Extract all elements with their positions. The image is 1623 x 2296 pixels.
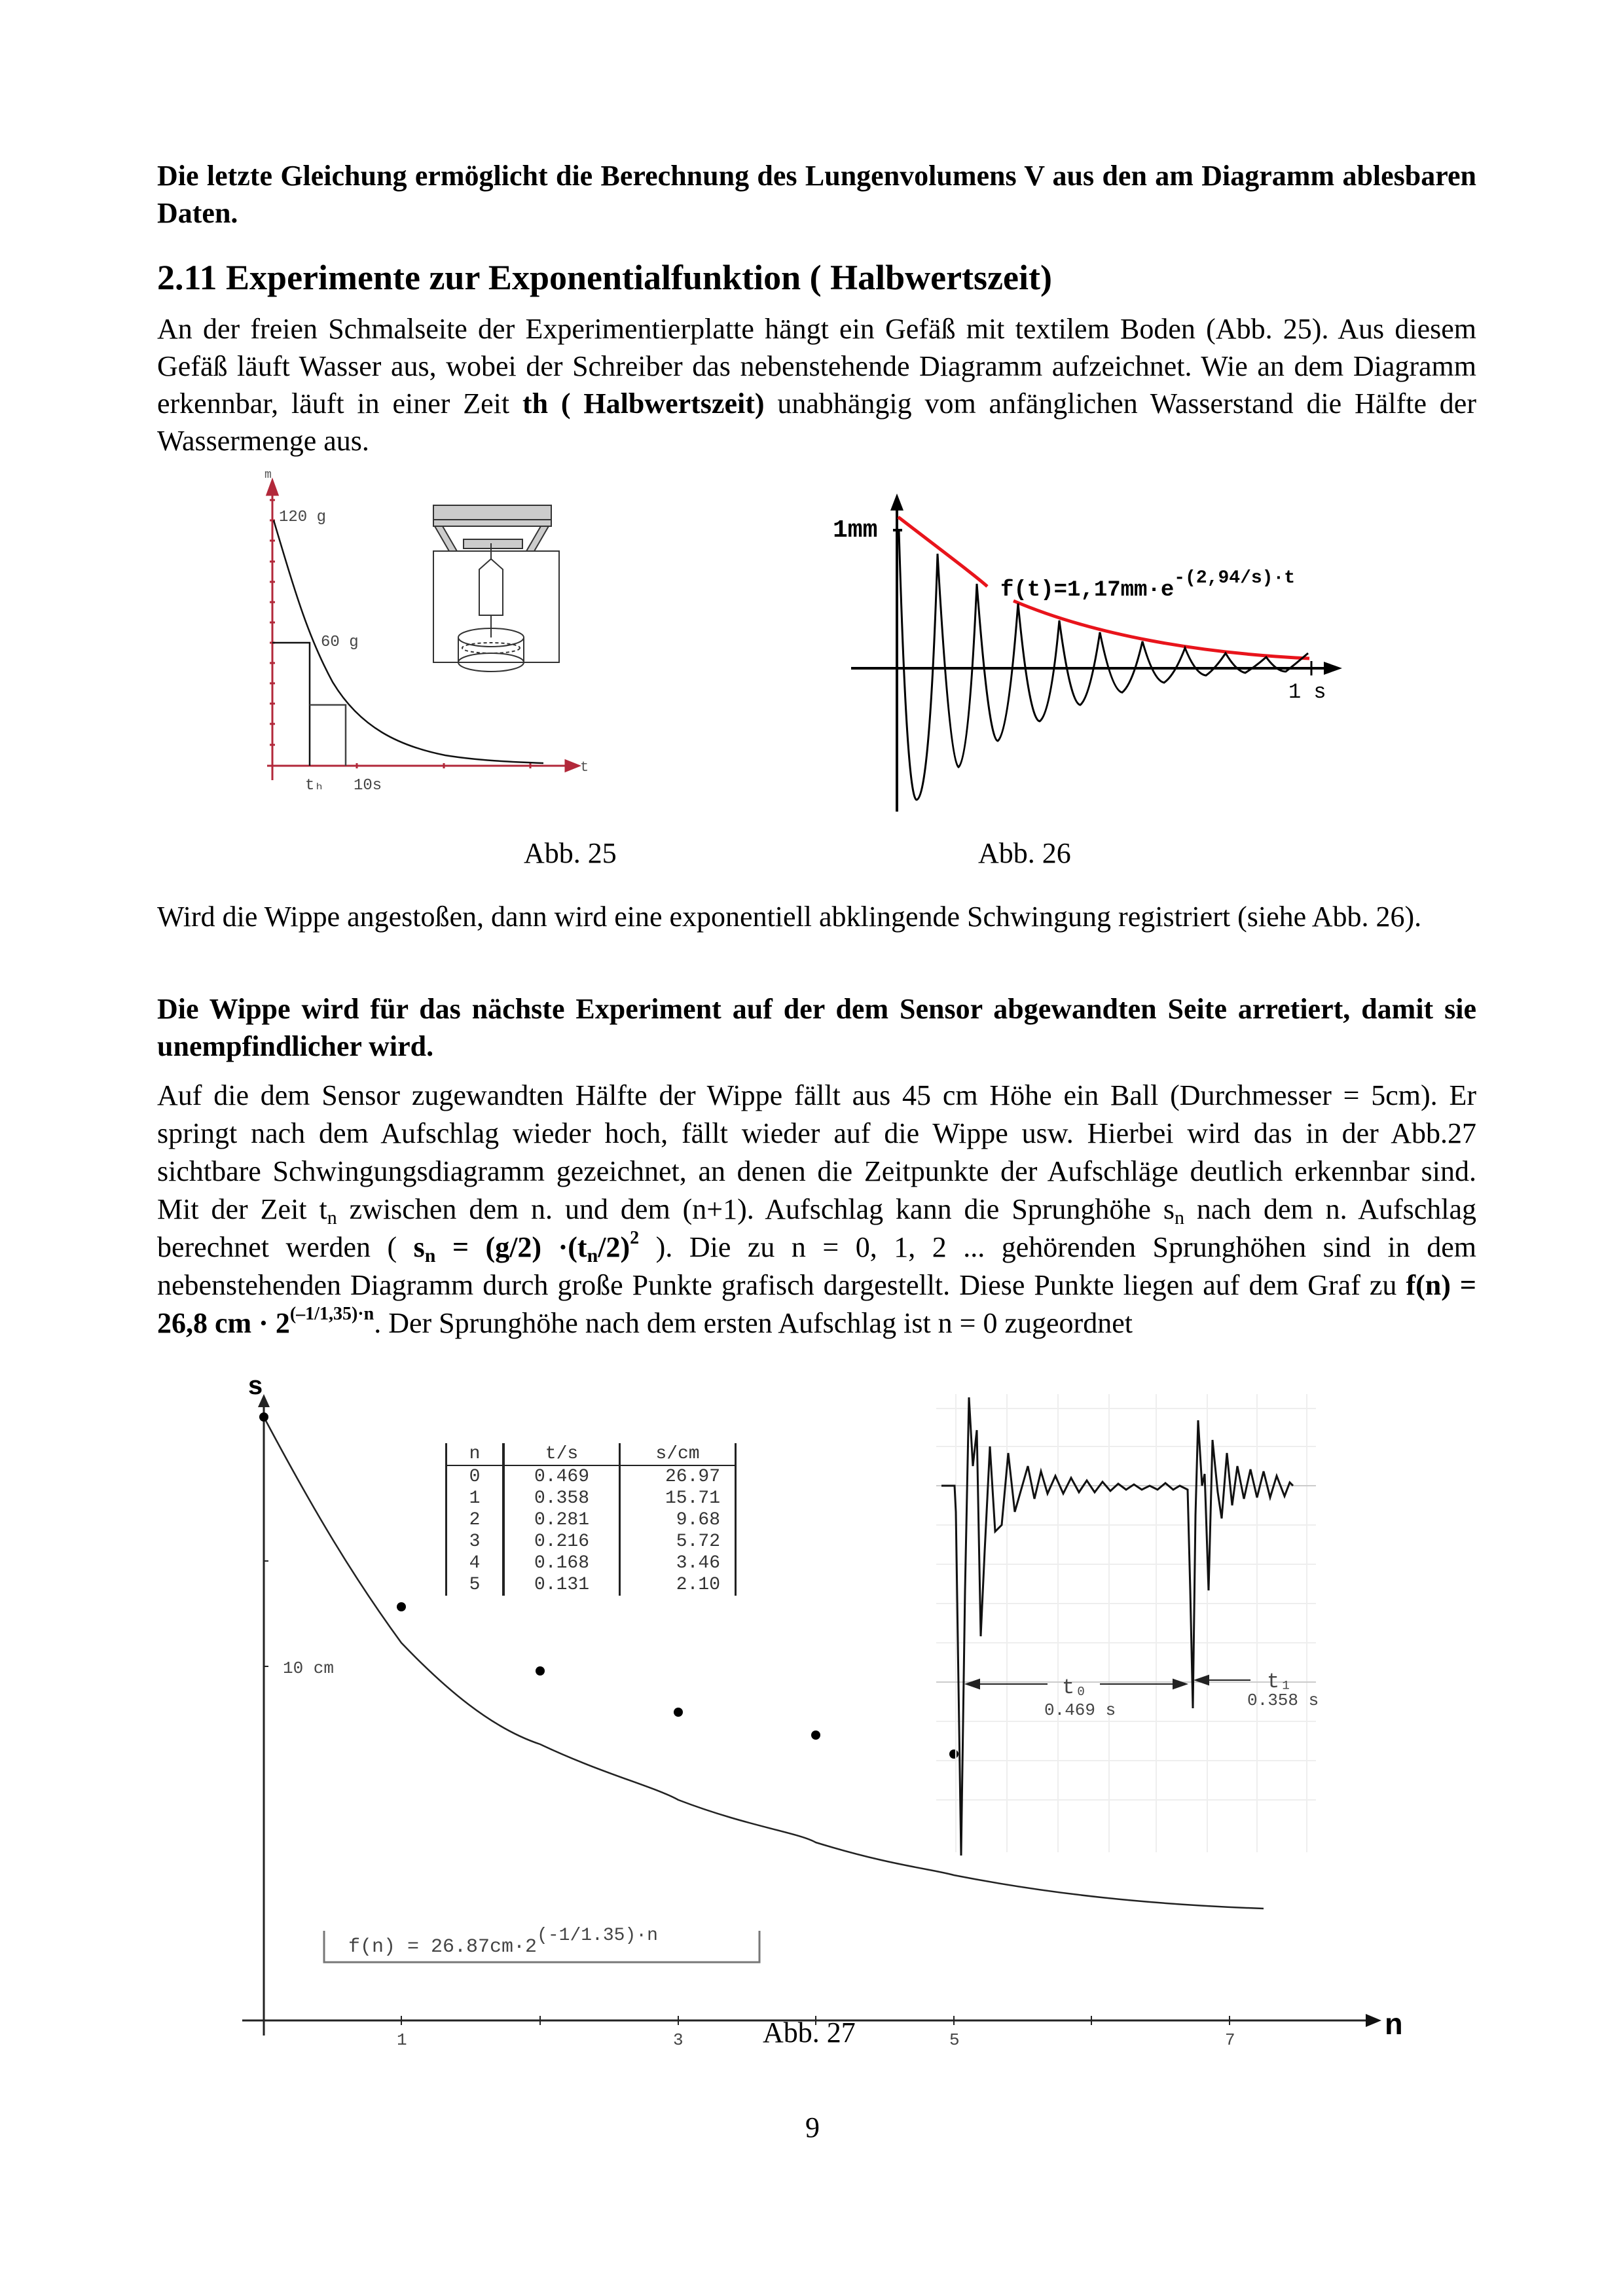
bounce-oscillogram xyxy=(936,1394,1329,1865)
table-header-n: n xyxy=(447,1443,504,1465)
paragraph-ball-bounce: Auf die dem Sensor zugewandten Hälfte der Wippe fällt aus 45 cm Höhe ein Ball (Durchmesser = 5cm). Er springt nach dem Aufschlag wieder hoch, fällt wieder auf die Wippe usw. Hierbei wird das in der Abb.27 sichtbare Schwingungsdiagramm gezeichnet, an denen die Zeitpunkte der Aufschläge deutlich erkennbar sind. Mit der Zeit $t_n$ zwischen dem n. und dem (n+1). Aufschlag kann die Sprunghöhe $s_n$ nach dem n. Aufschlag berechnet werden ( $s_n = (g/2) \cdot(t_n/2)^2$ ). Die zu n = 0, 1, 2 ... gehörenden Sprunghöhen sind in dem nebenstehenden Diagramm durch große Punkte grafisch dargestellt. Diese Punkte liegen auf dem Graf zu f(n) = 26,8 cm · $2^{(-1/1,35)\cdot n}$. Der Sprunghöhe nach dem ersten Aufschlag ist n = 0 zugeordnet xyxy=(157,1079,1477,1339)
decay-formula: $f(t)=1,17mm\cdot e^{-(2,94/s)\cdot t}$ xyxy=(1000,568,1296,603)
table-row: 0 0.469 26.97 xyxy=(447,1465,736,1488)
label-t1: t₁ xyxy=(1267,1670,1292,1694)
x-label-1s: 1 s xyxy=(1288,680,1326,704)
table-row: 2 0.281 9.68 xyxy=(447,1509,736,1531)
value-t0: 0.469 s xyxy=(1044,1700,1116,1720)
y-tick-10cm: 10 cm xyxy=(283,1659,335,1678)
table-row: 1 0.358 15.71 xyxy=(447,1488,736,1509)
section-heading: 2.11 Experimente zur Exponentialfunktion ( Halbwertszeit) xyxy=(157,258,1052,297)
table-row: 3 0.216 5.72 xyxy=(447,1531,736,1552)
y-label-1mm: 1mm xyxy=(833,516,878,545)
vessel-apparatus-drawing xyxy=(433,505,559,672)
intro-paragraph: Die letzte Gleichung ermöglicht die Berechnung des Lungenvolumens V aus den am Diagramm ablesbaren Daten. xyxy=(157,160,1476,229)
paragraph-water-vessel xyxy=(157,310,1476,459)
x-tick-7: 7 xyxy=(1225,2030,1235,2050)
table-row: 5 0.131 2.10 xyxy=(447,1574,736,1596)
label-60g: 60 g xyxy=(321,634,359,651)
figure-26-graph xyxy=(831,484,1355,825)
formula-fn: f(n) = 26,8 cm · $2^{(-1/1,35)\cdot n}$ xyxy=(157,1269,1476,1339)
label-t0: t₀ xyxy=(1062,1676,1087,1700)
value-t1: 0.358 s xyxy=(1247,1691,1319,1710)
oscillogram-graph xyxy=(936,1394,1329,1865)
formula-sn: $s_n = (g/2) \cdot(t_n/2)^2$ xyxy=(413,1228,640,1266)
paragraph-wippe-locked: Die Wippe wird für das nächste Experiment auf der dem Sensor abgewandten Seite arretiert, damit sie unempfindlicher wird. xyxy=(157,993,1476,1062)
x-tick-5: 5 xyxy=(949,2030,960,2050)
caption-abb-27: Abb. 27 xyxy=(763,2017,856,2049)
x-axis-label-n: n xyxy=(1385,2009,1403,2043)
bounce-data-table xyxy=(445,1443,737,1596)
page-number: 9 xyxy=(805,2111,820,2144)
x-tick-1: 1 xyxy=(397,2030,407,2050)
y-axis-label: m xyxy=(264,469,272,482)
halbwertszeit-term: th ( Halbwertszeit) xyxy=(522,387,765,420)
table-row: 4 0.168 3.46 xyxy=(447,1552,736,1574)
x-tick-3: 3 xyxy=(673,2030,684,2050)
table-header-t: t/s xyxy=(503,1443,620,1465)
label-10s: 10s xyxy=(354,777,382,795)
paragraph-oscillation: Wird die Wippe angestoßen, dann wird eine exponentiell abklingende Schwingung registriert (siehe Abb. 26). xyxy=(157,901,1422,933)
para1-text-a: An der freien Schmalseite der Experimentierplatte hängt ein Gefäß mit textilem Boden (Abb. 25). Aus diesem Gefäß läuft Wasser aus, wobei der Schreiber das nebenstehende Diagramm aufzeichnet. Wie an dem Diagramm erkennbar, läuft in einer Zeit xyxy=(157,313,1476,420)
y-axis-label-s: s xyxy=(247,1373,264,1403)
figure-25-graph xyxy=(249,466,805,819)
fit-formula-box: f(n) = 26.87cm·2(-1/1.35)·n xyxy=(348,1926,658,1958)
figure-26 xyxy=(831,484,1355,825)
label-120g: 120 g xyxy=(279,509,327,526)
x-axis-label: t xyxy=(580,759,589,776)
para1-text-b: unabhängig vom anfänglichen Wasserstand die Hälfte der Wassermenge aus. xyxy=(157,387,1476,457)
caption-abb-26: Abb. 26 xyxy=(978,837,1071,869)
table-header-s: s/cm xyxy=(620,1443,736,1465)
label-th: tₕ xyxy=(305,777,324,795)
caption-abb-25: Abb. 25 xyxy=(524,837,617,869)
figure-25 xyxy=(249,466,805,819)
